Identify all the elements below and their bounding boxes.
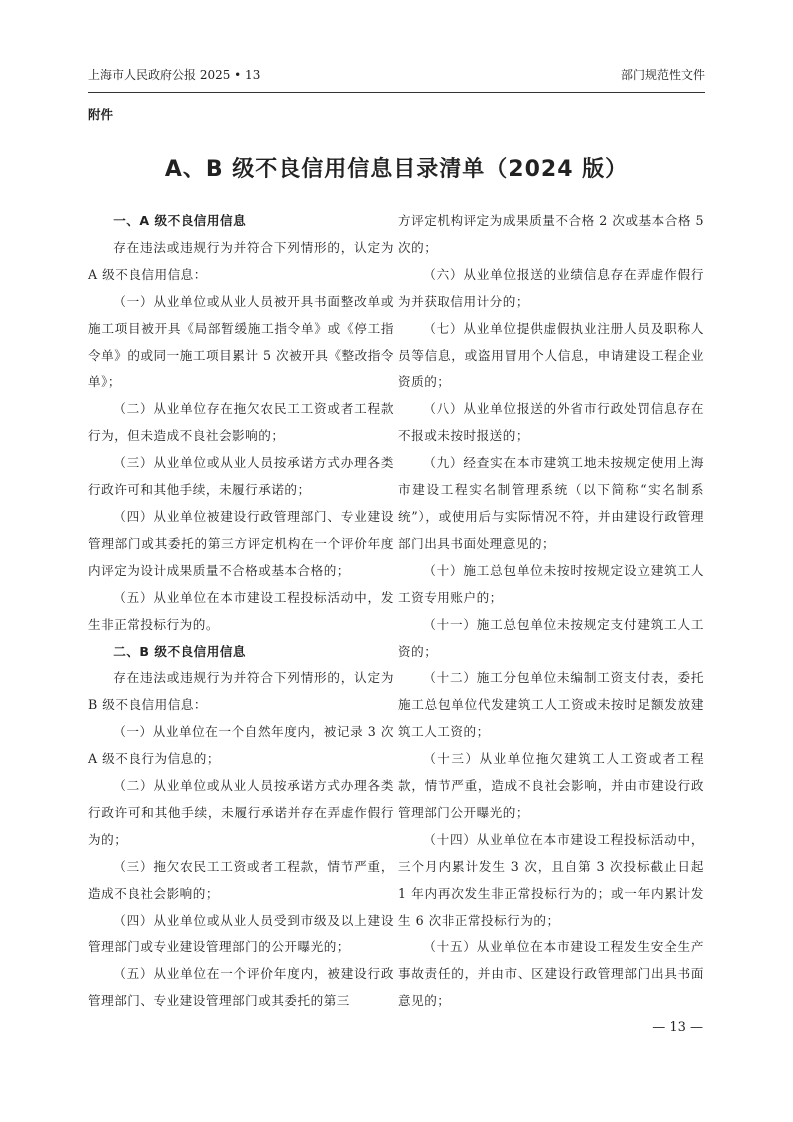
paragraph: （二）从业单位或从业人员按承诺方式办理各类行政许可和其他手续，未履行承诺并存在弄虚作假行为的； [88,778,394,847]
paragraph: （七）从业单位提供虚假执业注册人员及职称人员等信息，或盗用冒用个人信息，申请建设工程企业资质的； [398,320,704,390]
paragraph: 方评定机构评定为成果质量不合格 2 次或基本合格 5 次的； [398,213,704,255]
paragraph: （五）从业单位在一个评价年度内，被建设行政管理部门、专业建设管理部门或其委托的第三 [88,966,394,1009]
paragraph: （十四）从业单位在本市建设工程投标活动中，三个月内累计发生 3 次，且自第 3 次投标截止日起 1 年内再次发生非正常投标行为的；或一年内累计发生 6 次非正常投标行为的； [398,831,704,928]
paragraph: （六）从业单位报送的业绩信息存在弄虚作假行为并获取信用计分的； [398,266,704,309]
paragraph: （四）从业单位或从业人员受到市级及以上建设管理部门或专业建设管理部门的公开曝光的； [88,912,394,955]
paragraph: 存在违法或违规行为并符合下列情形的，认定为 A 级不良信用信息： [88,239,394,282]
paragraph: （一）从业单位或从业人员被开具书面整改单或施工项目被开具《局部暂缓施工指令单》或《停工指令单》的或同一施工项目累计 5 次被开具《整改指令单》； [88,293,394,390]
document-title: A、B 级不良信用信息目录清单（2024 版） [164,157,629,182]
header-publication: 上海市人民政府公报 2025 • 13 [88,68,261,82]
annex-label: 附件 [88,107,114,122]
paragraph: （四）从业单位被建设行政管理部门、专业建设管理部门或其委托的第三方评定机构在一个评价年度内评定为设计成果质量不合格或基本合格的； [88,508,394,578]
right-column [398,208,704,1015]
paragraph: （十二）施工分包单位未编制工资支付表，委托施工总包单位代发建筑工人工资或未按时足额发放建筑工人工资的； [398,670,704,740]
paragraph: （三）拖欠农民工工资或者工程款，情节严重，造成不良社会影响的； [88,858,394,901]
paragraph: （九）经查实在本市建筑工地未按规定使用上海市建设工程实名制管理系统（以下简称“实名制系统”），或使用后与实际情况不符，并由建设行政管理部门出具书面处理意见的； [398,455,704,551]
paragraph: 存在违法或违规行为并符合下列情形的，认定为 B 级不良信用信息： [88,670,394,713]
header-section: 部门规范性文件 [620,68,705,82]
paragraph: （八）从业单位报送的外省市行政处罚信息存在不报或未按时报送的； [398,401,704,444]
paragraph: （十）施工总包单位未按时按规定设立建筑工人工资专用账户的； [398,562,704,605]
left-column [88,208,394,1015]
running-header [88,66,705,93]
paragraph: （三）从业单位或从业人员按承诺方式办理各类行政许可和其他手续，未履行承诺的； [88,455,394,498]
section-heading: 二、B 级不良信用信息 [113,643,247,659]
section-heading: 一、A 级不良信用信息 [113,213,247,228]
paragraph: （十一）施工总包单位未按规定支付建筑工人工资的； [398,616,704,659]
paragraph: （二）从业单位存在拖欠农民工工资或者工程款行为，但未造成不良社会影响的； [88,401,394,444]
paragraph: （一）从业单位在一个自然年度内，被记录 3 次 A 级不良行为信息的； [88,724,394,767]
paragraph: （五）从业单位在本市建设工程投标活动中，发生非正常投标行为的。 [88,589,394,632]
paragraph: （十三）从业单位拖欠建筑工人工资或者工程款，情节严重，造成不良社会影响，并由市建设行政管理部门公开曝光的； [398,751,704,820]
page-number: — 13 — [652,1020,703,1035]
paragraph: （十五）从业单位在本市建设工程发生安全生产事故责任的，并由市、区建设行政管理部门出具书面意见的； [398,939,704,1009]
